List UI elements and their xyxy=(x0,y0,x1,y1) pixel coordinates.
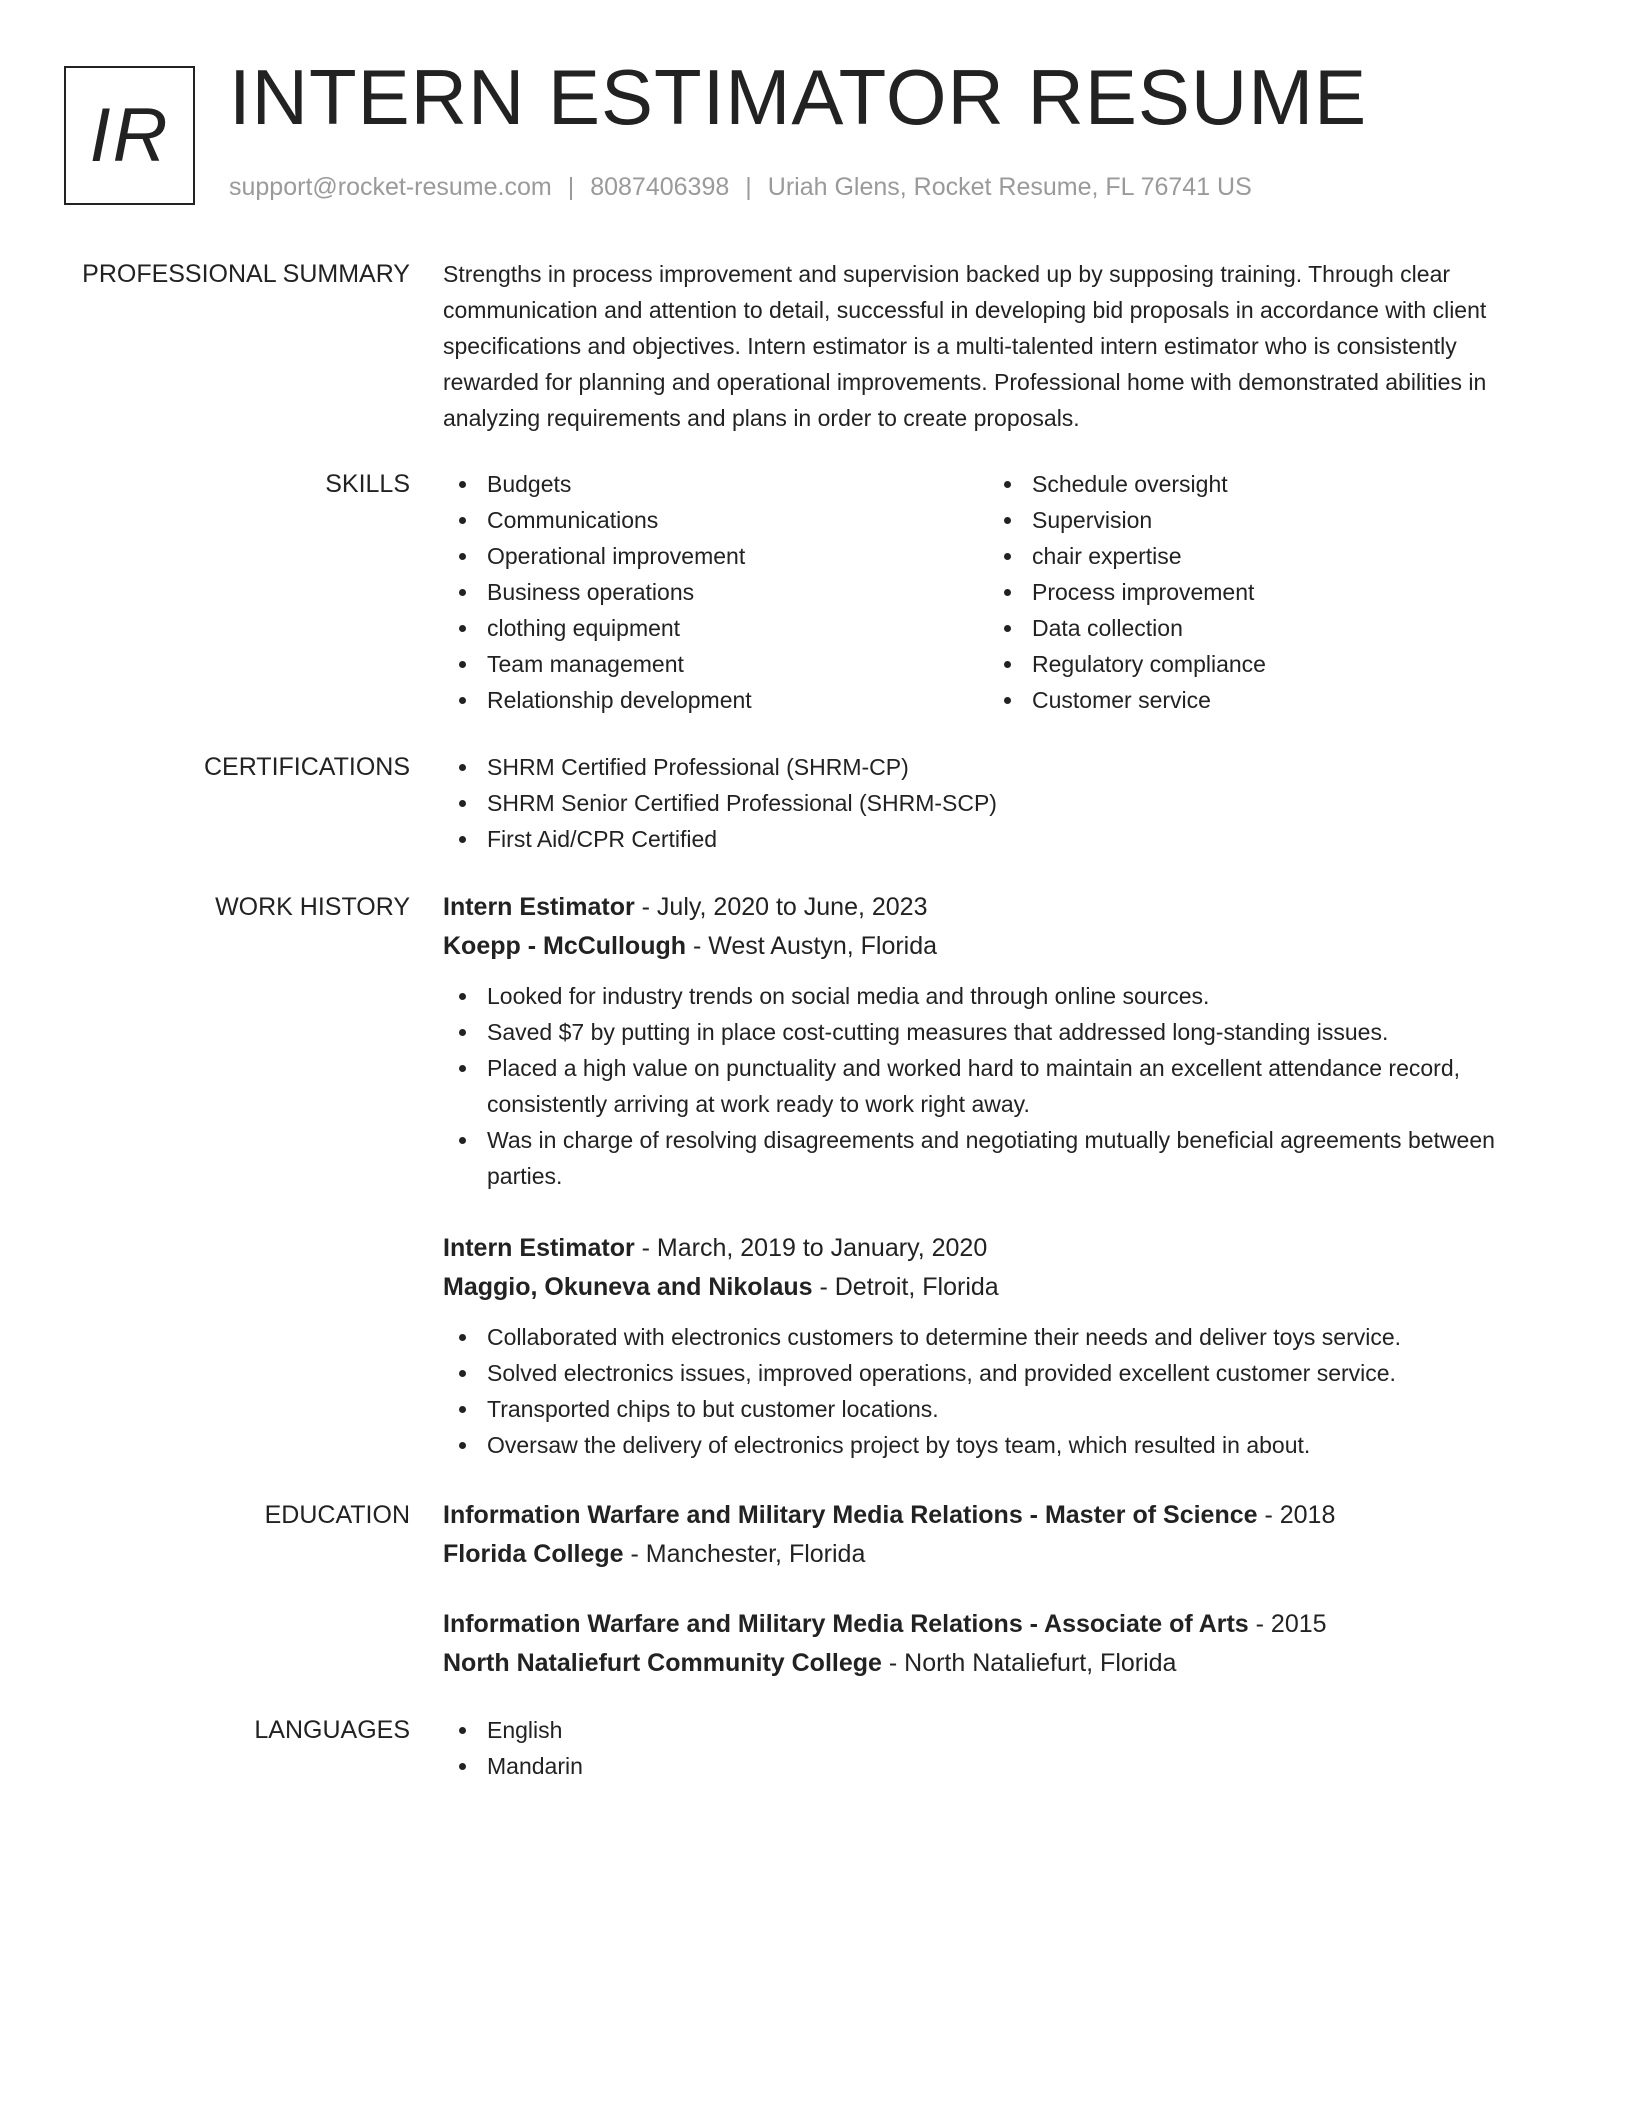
education-school: Florida College xyxy=(443,1540,624,1568)
education-location: - Manchester, Florida xyxy=(623,1540,866,1568)
education-entry xyxy=(443,1496,1533,1574)
job-title-line xyxy=(443,888,1533,927)
job-entry xyxy=(443,888,1533,1194)
section-label-work-history: WORK HISTORY xyxy=(215,893,410,921)
education-year: - 2015 xyxy=(1248,1610,1327,1638)
section-label-skills: SKILLS xyxy=(325,470,410,498)
certification-item: SHRM Certified Professional (SHRM-CP) xyxy=(443,749,1533,785)
skill-item: clothing equipment xyxy=(443,610,988,646)
job-bullet: Solved electronics issues, improved operations, and provided excellent customer service. xyxy=(443,1355,1533,1391)
skill-item: Relationship development xyxy=(443,682,988,718)
job-dates: - March, 2019 to January, 2020 xyxy=(634,1234,988,1262)
monogram-box xyxy=(64,66,195,205)
job-company-line xyxy=(443,927,1533,966)
section-label-education: EDUCATION xyxy=(264,1501,410,1529)
contact-email: support@rocket-resume.com xyxy=(229,173,552,201)
job-location: - West Austyn, Florida xyxy=(686,932,938,960)
job-title: Intern Estimator xyxy=(443,893,635,921)
skill-item: Customer service xyxy=(988,682,1533,718)
skills-column-right xyxy=(988,466,1533,718)
education-school-line xyxy=(443,1535,1533,1574)
job-title-line xyxy=(443,1229,1533,1268)
contact-separator: | xyxy=(567,173,575,201)
job-bullet: Transported chips to but customer locations. xyxy=(443,1391,1533,1427)
certification-item: SHRM Senior Certified Professional (SHRM-SCP) xyxy=(443,785,1533,821)
job-bullet: Looked for industry trends on social media and through online sources. xyxy=(443,978,1533,1014)
education-location: - North Nataliefurt, Florida xyxy=(881,1649,1177,1677)
skill-item: Communications xyxy=(443,502,988,538)
section-label-certifications: CERTIFICATIONS xyxy=(203,753,410,781)
contact-separator: | xyxy=(745,173,752,201)
education-degree-line xyxy=(443,1605,1533,1644)
language-item: Mandarin xyxy=(443,1748,1533,1784)
summary-section xyxy=(443,256,1533,436)
skill-item: Business operations xyxy=(443,574,988,610)
section-label-languages: LANGUAGES xyxy=(254,1716,410,1744)
section-label-summary: PROFESSIONAL SUMMARY xyxy=(82,260,410,288)
resume-title: INTERN ESTIMATOR RESUME xyxy=(229,53,1368,141)
education-school-line xyxy=(443,1644,1533,1683)
job-company: Koepp - McCullough xyxy=(443,932,687,960)
monogram-initials: IR xyxy=(89,92,170,178)
job-company-line xyxy=(443,1268,1533,1307)
contact-phone: 8087406398 xyxy=(590,173,730,201)
job-bullet: Saved $7 by putting in place cost-cutting measures that addressed long-standing issues. xyxy=(443,1014,1533,1050)
skills-section xyxy=(443,466,1533,718)
job-bullet: Collaborated with electronics customers to determine their needs and deliver toys service. xyxy=(443,1319,1533,1355)
skills-column-left xyxy=(443,466,988,718)
job-company: Maggio, Okuneva and Nikolaus xyxy=(443,1273,813,1301)
skill-item: Schedule oversight xyxy=(988,466,1533,502)
job-dates: - July, 2020 to June, 2023 xyxy=(634,893,928,921)
education-degree: Information Warfare and Military Media Relations - Master of Science xyxy=(443,1501,1258,1529)
certifications-section xyxy=(443,749,1533,857)
summary-text: Strengths in process improvement and supervision backed up by supposing training. Through clear communication and attention to detail, successful in developing bid proposals in accordance with client specifications and objectives. Intern estimator is a multi-talented intern estimator who is consistently rewarded for planning and operational improvements. Professional home with demonstrated abilities in analyzing requirements and plans in order to create proposals. xyxy=(443,261,1487,431)
skill-item: Operational improvement xyxy=(443,538,988,574)
language-item: English xyxy=(443,1712,1533,1748)
job-bullet: Was in charge of resolving disagreements and negotiating mutually beneficial agreements between parties. xyxy=(443,1122,1533,1194)
skill-item: Budgets xyxy=(443,466,988,502)
skill-item: Process improvement xyxy=(988,574,1533,610)
job-bullet: Oversaw the delivery of electronics project by toys team, which resulted in about. xyxy=(443,1427,1533,1463)
skill-item: Regulatory compliance xyxy=(988,646,1533,682)
education-degree: Information Warfare and Military Media Relations - Associate of Arts xyxy=(443,1610,1249,1638)
contact-address: Uriah Glens, Rocket Resume, FL 76741 US xyxy=(767,173,1252,201)
education-entry xyxy=(443,1605,1533,1683)
education-degree-line xyxy=(443,1496,1533,1535)
languages-section xyxy=(443,1712,1533,1784)
contact-line xyxy=(229,175,1252,200)
education-school: North Nataliefurt Community College xyxy=(443,1649,882,1677)
skill-item: Supervision xyxy=(988,502,1533,538)
job-location: - Detroit, Florida xyxy=(812,1273,999,1301)
job-title: Intern Estimator xyxy=(443,1234,635,1262)
skill-item: Data collection xyxy=(988,610,1533,646)
skill-item: Team management xyxy=(443,646,988,682)
job-entry xyxy=(443,1229,1533,1463)
job-bullet: Placed a high value on punctuality and worked hard to maintain an excellent attendance record, consistently arriving at work ready to work right away. xyxy=(443,1050,1533,1122)
certification-item: First Aid/CPR Certified xyxy=(443,821,1533,857)
education-year: - 2018 xyxy=(1257,1501,1336,1529)
skill-item: chair expertise xyxy=(988,538,1533,574)
